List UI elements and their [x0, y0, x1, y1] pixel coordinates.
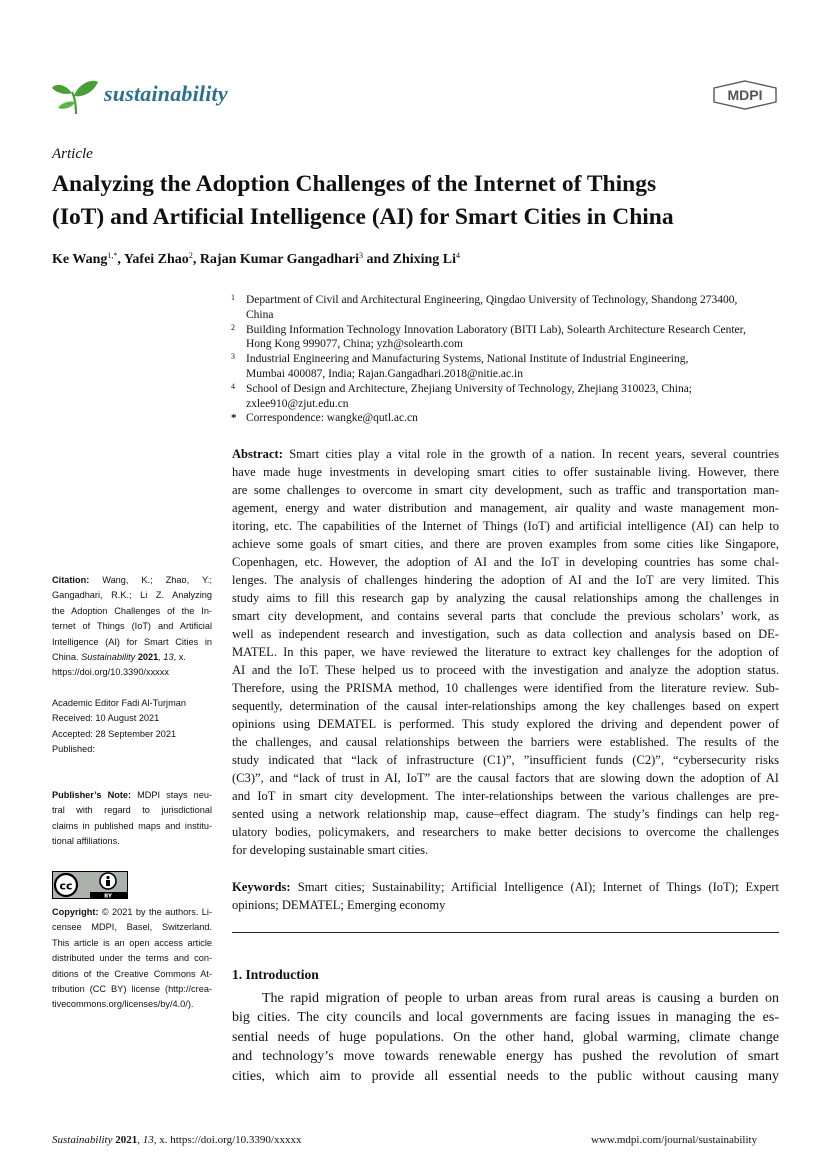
citation-label: Citation: — [52, 575, 90, 585]
abstract-line: well as independent research and investigation, such as data collection and analysis based on DE- — [232, 627, 779, 641]
author-name: Rajan Kumar Gangadhari — [199, 252, 360, 267]
affiliation — [231, 382, 791, 412]
sidebar-line: Gangadhari, R.K.; Li Z. Analyzing — [52, 590, 212, 601]
correspondence-mark: * — [231, 412, 237, 425]
keywords-line: Keywords: Smart cities; Sustainability; Artificial Intelligence (AI); Internet of Things (IoT); Expert — [232, 880, 779, 894]
paragraph-line: big cities. The city councils and local governments are facing issues in managing the es- — [232, 1010, 779, 1026]
cc-by-icon[interactable] — [52, 871, 128, 899]
sidebar-line: the Adoption Challenges of the In- — [52, 605, 212, 616]
abstract-line: and IoT in smart city development. The inter-relationships between the various challenges are pre- — [232, 789, 779, 803]
keywords — [232, 878, 779, 914]
received-date: Received: 10 August 2021 — [52, 713, 160, 724]
abstract-line: sented using a network relationship map, cause–effect diagram. The study’s findings can help reg- — [232, 807, 779, 821]
abstract-line: smart city development, and contains several parts that conclude the previous scholars’ work, as — [232, 609, 779, 623]
article-type: Article — [52, 146, 93, 162]
svg-text:cc: cc — [59, 879, 73, 893]
title-line: (IoT) and Artificial Intelligence (AI) for Smart Cities in China — [52, 204, 674, 230]
section-divider — [232, 932, 779, 933]
sidebar-line: Intelligence (AI) for Smart Cities in — [52, 636, 212, 647]
abstract-line: achieve some goals of smart cities, and there are proven examples from some cities like Singapore, — [232, 537, 779, 551]
footer-citation: Sustainability 2021, 13, x. https://doi.org/10.3390/xxxxx — [52, 1134, 302, 1146]
abstract-line: are some challenges to overcome in smart city development, such as traffic and transportation man- — [232, 483, 779, 497]
sidebar-line: ternet of Things (IoT) and Artificial — [52, 621, 212, 632]
keywords-label: Keywords: — [232, 880, 291, 894]
author-affil-mark: 1,* — [107, 251, 118, 260]
sidebar-line: ditions of the Creative Commons At- — [52, 968, 212, 979]
paragraph-line: sential needs of huge populations. On the other hand, global warming, climate change — [232, 1029, 779, 1045]
introduction-text — [232, 989, 779, 1086]
affiliation-number: 1 — [231, 293, 235, 302]
affiliation-list — [231, 293, 791, 426]
author-affil-mark: 3 — [359, 251, 364, 260]
affiliation-line: Industrial Engineering and Manufacturing Systems, National Institute of Industrial Engineering, — [246, 353, 689, 366]
title-line: Analyzing the Adoption Challenges of the Internet of Things — [52, 171, 657, 197]
abstract-line: agement, energy and water distribution and management, air quality and waste management mon- — [232, 501, 779, 515]
abstract-line: Abstract: Smart cities play a vital role in the growth of a nation. In recent years, several countries — [232, 447, 779, 461]
author-name: Ke Wang — [52, 252, 108, 267]
affiliation-line: China — [246, 308, 274, 321]
abstract-line: Copenhagen, etc. However, the adoption of AI and the IoT in developing countries has some chal- — [232, 555, 779, 569]
paragraph-line: cities, which aim to provide all essential needs to the public without causing many — [232, 1068, 779, 1084]
abstract-line: have made huge investments in developing smart cities to offer sustainable living. However, there — [232, 465, 779, 479]
sidebar-line: censee MDPI, Basel, Switzerland. — [52, 922, 212, 933]
sidebar-line: Publisher’s Note: MDPI stays neu- — [52, 790, 212, 800]
author-affil-mark: 4 — [456, 251, 461, 260]
journal-name: sustainability — [104, 81, 228, 106]
sidebar-line: Citation: Wang, K.; Zhao, Y.; — [52, 575, 212, 585]
publisher-note — [52, 788, 212, 850]
leaf-sprout-icon — [52, 76, 100, 116]
abstract-line: opinions using DEMATEL is performed. This study explored the driving and dependent power of — [232, 717, 779, 731]
abstract-line: for developing sustainable smart cities. — [232, 843, 429, 857]
correspondence — [231, 411, 791, 426]
abstract-line: AI and the IoT. These helped us to proceed with the investigation and analyze the adoption status. — [232, 663, 779, 677]
sidebar-line: tivecommons.org/licenses/by/4.0/). — [52, 999, 194, 1010]
sidebar-line: This article is an open access article — [52, 937, 212, 948]
sidebar-line: tral with regard to jurisdictional — [52, 805, 212, 816]
section-heading: 1. Introduction — [232, 967, 319, 982]
sidebar-line: claims in published maps and institu- — [52, 820, 212, 831]
affiliation-line: zxlee910@zjut.edu.cn — [246, 397, 349, 410]
mdpi-logo — [712, 80, 778, 110]
sidebar-line: tional affiliations. — [52, 836, 120, 847]
academic-editor: Academic Editor Fadi Al-Turjman — [52, 698, 186, 708]
author-separator: and — [363, 252, 393, 267]
abstract — [232, 445, 779, 859]
svg-text:BY: BY — [104, 893, 112, 899]
sidebar-line: Copyright: © 2021 by the authors. Li- — [52, 907, 212, 917]
abstract-line: sequently, determination of the causal inter-relationships among the key challenges based on expert — [232, 699, 779, 713]
author-name: Yafei Zhao — [123, 252, 189, 267]
affiliation-number: 2 — [231, 322, 235, 332]
abstract-line: study aims to fill this research gap by analyzing the causal relationships among the challenges in — [232, 591, 779, 605]
affiliation — [231, 352, 791, 382]
editorial-dates — [52, 696, 212, 758]
affiliation — [231, 293, 791, 323]
abstract-line: MATEL. In this paper, we have reviewed the literature to extract key challenges for the adoption of — [232, 645, 779, 659]
affiliation-line: Department of Civil and Architectural Engineering, Qingdao University of Technology, Shandong 273400, — [246, 294, 738, 306]
sidebar-line: China. Sustainability 2021, 13, x. — [52, 652, 186, 663]
paragraph-line: The rapid migration of people to urban areas from rural areas is causing a burden on — [262, 991, 779, 1006]
abstract-line: Therefore, using the PRISMA method, 10 challenges were identified from the literature review. Sub- — [232, 681, 779, 695]
copyright-block — [52, 905, 212, 1013]
abstract-line: ulatory bodies, policymakers, and researchers to make better decisions to overcome the challenges — [232, 825, 779, 839]
author-list — [52, 251, 460, 268]
keywords-line: opinions; DEMATEL; Emerging economy — [232, 898, 446, 912]
abstract-line: (C3)”, and “lack of trust in AI, IoT” are the causal factors that are slowing down the adoption of AI — [232, 771, 779, 785]
abstract-line: study indicated that “lack of infrastructure (C1)”, ”insufficient funds (C2)”, “cybersecurity risks — [232, 753, 779, 767]
sidebar-line: tribution (CC BY) license (http://crea- — [52, 984, 212, 995]
affiliation-line: Building Information Technology Innovation Laboratory (BITI Lab), Solearth Architecture Research Center, — [246, 323, 746, 336]
abstract-label: Abstract: — [232, 447, 283, 461]
paragraph-line: and technology’s move towards renewable energy has pushed the revolution of smart — [232, 1049, 779, 1065]
citation-block — [52, 573, 212, 681]
abstract-line: lenges. The analysis of challenges hindering the adoption of AI and the IoT are very limited. This — [232, 573, 779, 587]
abstract-line: itoring, etc. The capabilities of the Internet of Things (IoT) and artificial intelligence (AI) can help to — [232, 519, 779, 533]
affiliation — [231, 323, 791, 353]
author-separator: , — [117, 252, 124, 267]
affiliation-line: Mumbai 400087, India; Rajan.Gangadhari.2018@nitie.ac.in — [246, 367, 523, 380]
affiliation-line: School of Design and Architecture, Zhejiang University of Technology, Zhejiang 310023, China; — [246, 382, 693, 395]
correspondence-text: Correspondence: wangke@qutl.ac.cn — [246, 412, 418, 425]
affiliation-line: Hong Kong 999077, China; yzh@solearth.com — [246, 338, 463, 351]
citation-doi-link[interactable]: https://doi.org/10.3390/xxxxx — [52, 667, 169, 678]
published-date: Published: — [52, 744, 95, 755]
author-separator: , — [192, 252, 200, 267]
accepted-date: Accepted: 28 September 2021 — [52, 728, 177, 739]
footer-journal-url[interactable]: www.mdpi.com/journal/sustainability — [591, 1134, 758, 1146]
svg-text:MDPI: MDPI — [727, 87, 763, 103]
abstract-line: the challenges, and causal relationships between the barriers were established. The results of the — [232, 735, 779, 749]
author-name: Zhixing Li — [392, 252, 457, 267]
affiliation-number: 3 — [231, 352, 235, 362]
author-affil-mark: 2 — [188, 251, 193, 260]
paper-title — [52, 168, 792, 234]
affiliation-number: 4 — [231, 381, 235, 391]
sidebar-line: distributed under the terms and con- — [52, 953, 212, 964]
